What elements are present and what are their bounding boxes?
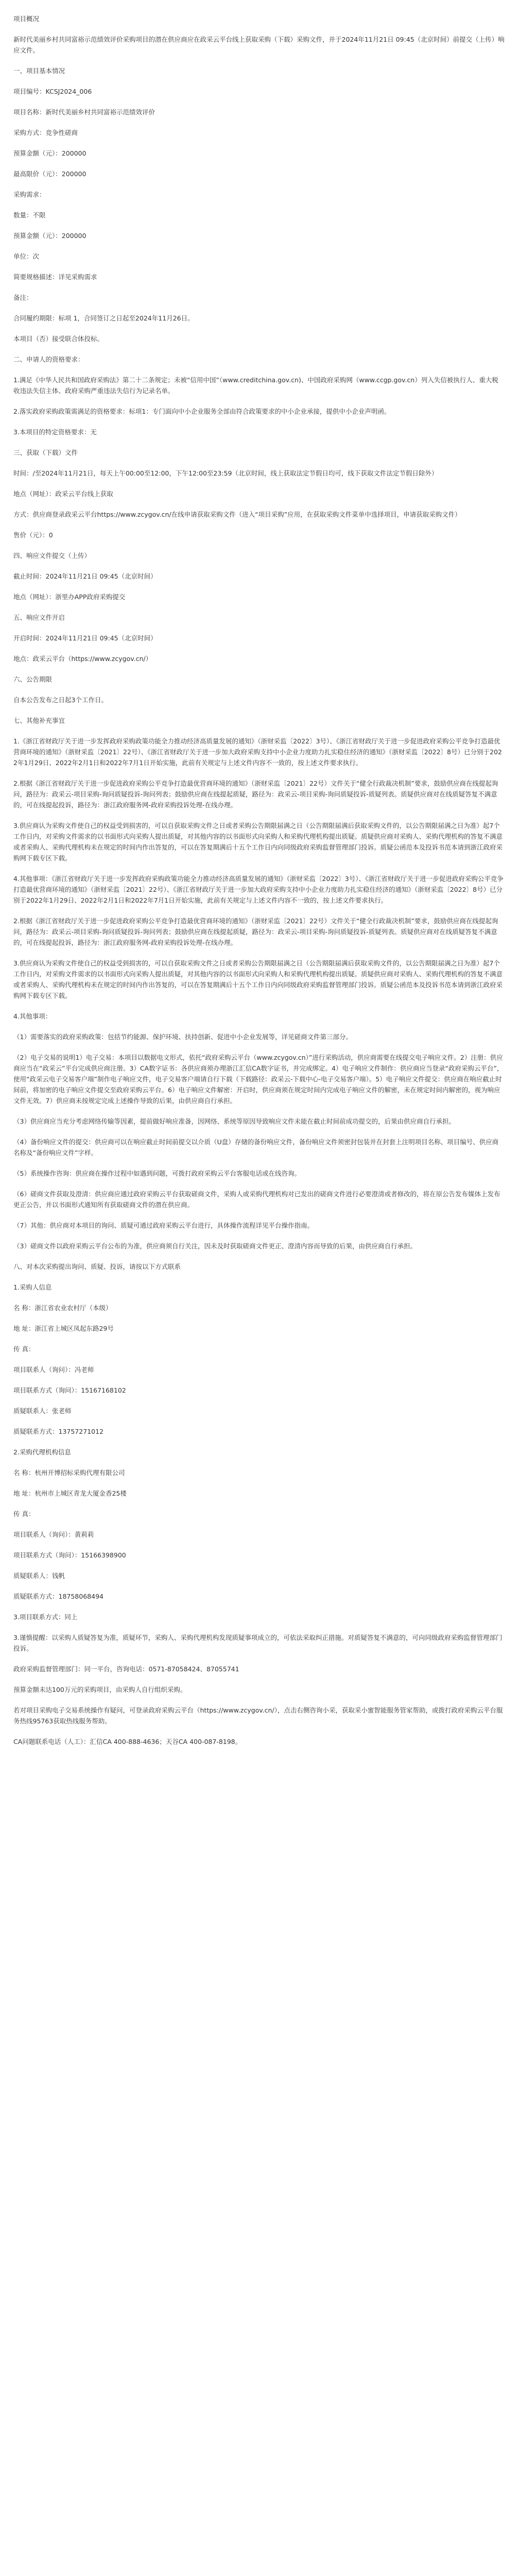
paragraph: 传 真： [13, 1345, 35, 1353]
paragraph: 1.采购人信息 [13, 1283, 52, 1291]
paragraph: （5）系统操作咨询：供应商在操作过程中如遇到问题，可拨打政府采购云平台客服电话或在线咨询。 [13, 1170, 301, 1177]
paragraph: 1.《浙江省财政厅关于进一步发挥政府采购政策功能全力推动经济高质量发展的通知》（浙财采监〔2022〕3号）、《浙江省财政厅关于进一步促进政府采购公平竞争打造最优营商环境的通知》（浙财采监〔2021〕22号）、《浙江省财政厅关于进一步加大政府采购支持中小企业力度助力扎实稳住经济的通知》（浙财采监〔2022〕8号）已分别于2022年1月29日、2022年2月1日和2022年7月1日开始实施，此前有关规定与上述文件内容不一致的，按上述文件要求执行。 [13, 737, 502, 767]
paragraph: 地点（网址）：浙里办APP政府采购提交 [13, 593, 126, 601]
paragraph: 三、获取（下载）文件 [13, 449, 78, 456]
paragraph: 最高限价（元）：200000 [13, 170, 87, 178]
paragraph: 政府采购监督管理部门：同一平台，咨询电话：0571-87058424、87055741 [13, 1665, 239, 1673]
paragraph: 时间：/至2024年11月21日，每天上午00:00至12:00，下午12:00至23:59（北京时间，线上获取法定节假日均可，线下获取文件法定节假日除外） [13, 469, 438, 477]
paragraph: 采购方式：竞争性磋商 [13, 129, 78, 137]
paragraph: 若对项目采购电子交易系统操作有疑问，可登录政府采购云平台（https://www.zcygov.cn/），点击右侧咨询小采，获取采小蜜智能服务管家帮助，或拨打政府采购云平台服务热线95763获取热线服务帮助。 [13, 1706, 503, 1725]
paragraph: 3.本项目的特定资格要求：无 [13, 428, 97, 436]
paragraph: （7）其他：供应商对本项目的询问、质疑可通过政府采购云平台进行，具体操作流程详见平台操作指南。 [13, 1222, 314, 1229]
paragraph: 八、对本次采购提出询问、质疑、投诉，请按以下方式联系 [13, 1263, 181, 1270]
paragraph: 质疑联系人：钱帆 [13, 1572, 65, 1580]
paragraph: 单位：次 [13, 252, 40, 260]
paragraph: 3.供应商认为采购文件使自己的权益受到损害的，可以自获取采购文件之日或者采购公告期限届满之日（公告期限届满后获取采购文件的，以公告期限届满之日为准）起7个工作日内，对采购文件需求的以书面形式向采购人提出质疑，对其他内容的以书面形式向采购人和采购代理机构提出质疑。质疑供应商对采购人、采购代理机构的答复不满意或者采购人、采购代理机构未在规定的时间内作出答复的，可以在答复期满后十五个工作日内向同级政府采购监督管理部门投诉。质疑公函范本及投诉书范本请到浙江政府采购网下载专区下载。 [13, 959, 503, 999]
paragraph: 合同履约期限：标项 1，合同签订之日起至2024年11月26日。 [13, 314, 194, 322]
paragraph: 数量：不限 [13, 211, 46, 219]
paragraph: 二、申请人的资格要求： [13, 355, 84, 363]
paragraph: 一、项目基本情况 [13, 67, 65, 75]
paragraph: 项目联系人（询问）：黄莉莉 [13, 1531, 94, 1538]
paragraph: 3.谨慎提醒：以采购人质疑答复为准，质疑环节，采购人、采购代理机构发现质疑事项成立的，可依法采取纠正措施。对质疑答复不满意的，可向同级政府采购监督管理部门投诉。 [13, 1634, 503, 1652]
paragraph: 2.采购代理机构信息 [13, 1448, 71, 1456]
paragraph: 3.项目联系方式：同上 [13, 1613, 78, 1621]
paragraph: 2.根据《浙江省财政厅关于进一步促进政府采购公平竞争打造最优营商环境的通知》（浙财采监〔2021〕22号）文件关于“健全行政裁决机制”要求，鼓励供应商在线提起询问，路径为：政采云-项目采购-询问质疑投诉-询问列表；鼓励供应商在线提起质疑，路径为：政采云-项目采购-询问质疑投诉-质疑列表。质疑供应商对在线质疑答复不满意的，可在线提起投诉，路径为：浙江政府服务网-政府采购投诉处理-在线办理。 [13, 779, 498, 809]
paragraph: 开启时间：2024年11月21日 09:45（北京时间） [13, 634, 157, 642]
announcement-body [13, 13, 505, 1747]
paragraph: 项目联系人（询问）：冯老师 [13, 1366, 94, 1374]
paragraph: （6）磋商文件获取及澄清：供应商应通过政府采购云平台获取磋商文件，采购人或采购代理机构对已发出的磋商文件进行必要澄清或者修改的，将在原公告发布媒体上发布更正公告，并以书面形式通知所有获取磋商文件的潜在供应商。 [13, 1190, 500, 1209]
paragraph: 3.供应商认为采购文件使自己的权益受到损害的，可以自获取采购文件之日或者采购公告期限届满之日（公告期限届满后获取采购文件的，以公告期限届满之日为准）起7个工作日内，对采购文件需求的以书面形式向采购人提出质疑，对其他内容的以书面形式向采购人和采购代理机构提出质疑。质疑供应商对采购人、采购代理机构的答复不满意或者采购人、采购代理机构未在规定的时间内作出答复的，可以在答复期满后十五个工作日内向同级政府采购监督管理部门投诉。质疑公函范本及投诉书范本请到浙江政府采购网下载专区下载。 [13, 822, 503, 862]
paragraph: 方式：供应商登录政采云平台https://www.zcygov.cn/在线申请获取采购文件（进入“项目采购”应用，在获取采购文件菜单中选择项目，申请获取采购文件） [13, 511, 461, 518]
paragraph: 五、响应文件开启 [13, 614, 65, 621]
paragraph: 地 址：浙江省上城区凤起东路29号 [13, 1325, 114, 1332]
paragraph: 本项目（否）接受联合体投标。 [13, 335, 104, 343]
paragraph: 项目名称：新时代美丽乡村共同富裕示范绩效评价 [13, 108, 156, 116]
paragraph: 项目概况 [13, 15, 40, 23]
paragraph: 传 真： [13, 1510, 35, 1518]
paragraph: （1）需要落实的政府采购政策：包括节约能源、保护环境、扶持创新、促进中小企业发展等，详见磋商文件第三部分。 [13, 1033, 352, 1041]
paragraph: 自本公告发布之日起3个工作日。 [13, 696, 108, 704]
paragraph: 4.其他事项：《浙江省财政厅关于进一步发挥政府采购政策功能全力推动经济高质量发展的通知》（浙财采监〔2022〕3号）、《浙江省财政厅关于进一步促进政府采购公平竞争打造最优营商环境的通知》（浙财采监〔2021〕22号）、《浙江省财政厅关于进一步加大政府采购支持中小企业力度助力扎实稳住经济的通知》（浙财采监〔2022〕8号）已分别于2022年1月29日、2022年2月1日和2022年7月1日开始实施，此前有关规定与上述文件内容不一致的，按上述文件要求执行。 [13, 875, 504, 904]
paragraph: 质疑联系方式：13757271012 [13, 1428, 103, 1435]
paragraph: 名 称：浙江省农业农村厅（本级） [13, 1304, 112, 1312]
paragraph: 备注： [13, 294, 33, 301]
paragraph: （2）电子交易的说明1）电子交易：本项目以数据电文形式，依托“政府采购云平台（www.zcygov.cn）”进行采购活动，供应商需要在线提交电子响应文件。2）注册：供应商应当在“政采云”平台完成供应商注册。3）CA数字证书：各供应商须办理浙江汇信CA数字证书，并完成绑定。4）电子响应文件制作：供应商应当登录“政府采购云平台”，使用“政采云电子交易客户端”制作电子响应文件，电子交易客户端请自行下载（下载路径：政采云-下载中心-电子交易客户端）。5）电子响应文件提交：供应商在响应截止时间前，将加密的电子响应文件提交至政府采购云平台。6）电子响应文件解密：开启时，供应商须在规定时间内完成电子响应文件的解密，未在规定时间内解密的，视为响应文件无效。7）供应商未按规定完成上述操作导致的后果，由供应商自行承担。 [13, 1054, 504, 1105]
paragraph: 1.满足《中华人民共和国政府采购法》第二十二条规定；未被“信用中国”（www.creditchina.gov.cn)、中国政府采购网（www.ccgp.gov.cn）列入失信被执行人、重大税收违法失信主体、政府采购严重违法失信行为记录名单。 [13, 376, 498, 395]
paragraph: 2.落实政府采购政策需满足的资格要求：标项1：专门面向中小企业服务全部由符合政策要求的中小企业承接，提供中小企业声明函。 [13, 408, 391, 415]
paragraph: 采购需求： [13, 191, 46, 198]
paragraph: 简要规格描述：详见采购需求 [13, 273, 97, 281]
paragraph: 项目编号：KCSJ2024_006 [13, 88, 92, 95]
paragraph: 四、响应文件提交（上传） [13, 552, 91, 560]
paragraph: 预算金额（元）：200000 [13, 232, 87, 240]
paragraph: 质疑联系方式：18758068494 [13, 1592, 103, 1600]
paragraph: 截止时间：2024年11月21日 09:45（北京时间） [13, 572, 157, 580]
paragraph: 2.根据《浙江省财政厅关于进一步促进政府采购公平竞争打造最优营商环境的通知》（浙财采监〔2021〕22号）文件关于“健全行政裁决机制”要求，鼓励供应商在线提起询问，路径为：政采云-项目采购-询问质疑投诉-询问列表；鼓励供应商在线提起质疑，路径为：政采云-项目采购-询问质疑投诉-质疑列表。质疑供应商对在线质疑答复不满意的，可在线提起投诉，路径为：浙江政府服务网-政府采购投诉处理-在线办理。 [13, 917, 498, 946]
paragraph: 项目联系方式（询问）：15166398900 [13, 1551, 126, 1559]
paragraph: 名 称：杭州开博招标采购代理有限公司 [13, 1469, 125, 1477]
paragraph: 地点（网址）：政采云平台线上获取 [13, 490, 113, 498]
paragraph: 预算金额（元）：200000 [13, 149, 87, 157]
paragraph: 地 址：杭州市上城区青龙大厦金香25楼 [13, 1489, 127, 1497]
paragraph: 七、其他补充事宜 [13, 717, 65, 724]
paragraph: 项目联系方式（询问）：15167168102 [13, 1386, 126, 1394]
paragraph: 六、公告期限 [13, 675, 53, 683]
paragraph: （4）备份响应文件的提交：供应商可以在响应截止时间前提交以介质（U盘）存储的备份响应文件，备份响应文件须密封包装并在封套上注明项目名称、项目编号、供应商名称及“备份响应文件”字样。 [13, 1138, 499, 1157]
paragraph: 4.其他事项： [13, 1012, 52, 1020]
paragraph: CA问题联系电话（人工）：汇信CA 400-888-4636；天谷CA 400-087-8198。 [13, 1738, 242, 1745]
paragraph: 预算金额未达100万元的采购项目，由采购人自行组织采购。 [13, 1686, 187, 1693]
paragraph: （3）磋商文件以政府采购云平台公布的为准，供应商须自行关注，因未及时获取磋商文件更正、澄清内容而导致的后果，由供应商自行承担。 [13, 1242, 417, 1250]
paragraph: 地点：政采云平台（https://www.zcygov.cn/） [13, 655, 152, 663]
paragraph: 新时代美丽乡村共同富裕示范绩效评价采购项目的潜在供应商应在政采云平台线上获取采购（下载）采购文件，并于2024年11月21日 09:45（北京时间）前提交（上传）响应文件。 [13, 36, 505, 54]
paragraph: 质疑联系人：张老师 [13, 1407, 72, 1415]
paragraph: 售价（元）：0 [13, 531, 53, 539]
paragraph: （3）供应商应当充分考虑网络传输等因素，提前做好响应准备，因网络、系统等原因导致响应文件未能在截止时间前成功提交的，后果由供应商自行承担。 [13, 1117, 455, 1125]
